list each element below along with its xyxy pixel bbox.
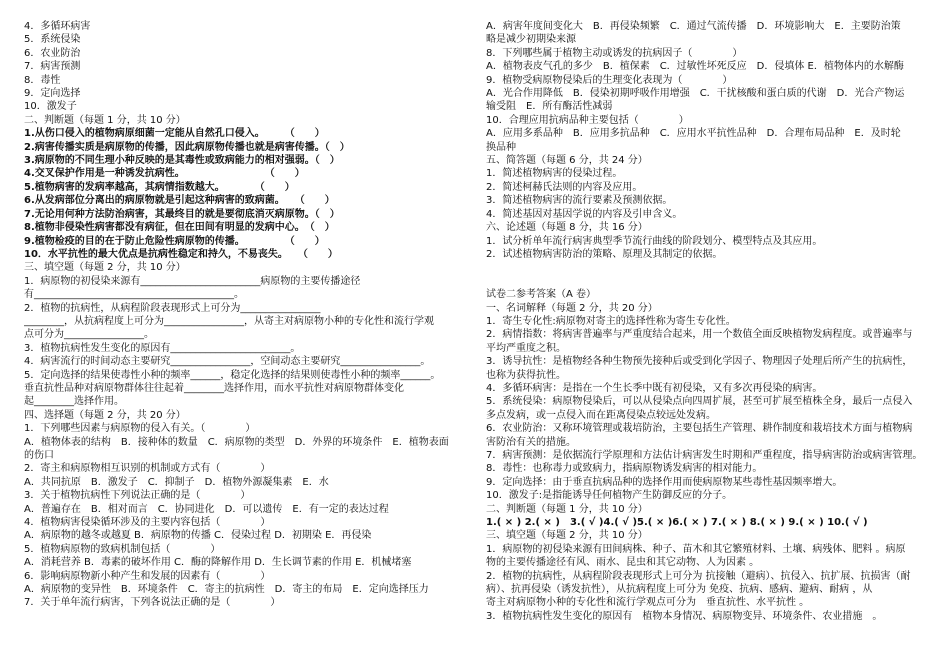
answer-item: 8．毒性：也称毒力或致病力，指病原物诱发病害的相对能力。 <box>486 463 763 475</box>
short-answer-item: 3．简述植物病害的流行要素及预测依据。 <box>486 195 673 207</box>
choice-options: A．植物体表的结构 B．接种体的数量 C．病原物的类型 D．外界的环境条件 E．植物表面 <box>24 436 449 448</box>
judgement-item: 1.从伤口侵入的植物病原细菌一定能从自然孔口侵入。 （ ） <box>24 128 325 140</box>
answer-item: 病）、抗再侵染（诱发抗性），从抗病程度上可分为 免疫、抗病、感病、避病、耐病 ，从 <box>486 584 873 596</box>
choice-options: A．光合作用降低 B．侵染初期呼吸作用增强 C．干扰核酸和蛋白质的代谢 D．光合产物运 <box>486 88 905 100</box>
judgement-item: 5.植物病害的发病率越高，其病情指数越大。 （ ） <box>24 181 295 193</box>
term-item: 4．多循环病害 <box>24 21 91 32</box>
answer-item: 1．病原物的初侵染来源有田间病株、种子、苗木和其它繁殖材料、土壤、病残体、肥料 。病原 <box>486 543 906 555</box>
short-answer-item: 2．简述柯赫氏法则的内容及应用。 <box>486 181 643 193</box>
fill-blank-item: 垂直抗性品种对病原物群体往往起着________选择作用，而水平抗性对病原物群体变化 <box>24 382 404 394</box>
answer-item: 2．植物的抗病性，从病程阶段表现形式上可分为 抗接触（避病）、抗侵入、抗扩展、抗损害（耐 <box>486 570 911 582</box>
answer-section-heading: 二、判断题（每题 1 分，共 10 分） <box>486 503 648 515</box>
choice-question: 5．植物病原物的致病机制包括（ ） <box>24 543 221 555</box>
choice-options: A．植物表皮气孔的多少 B．植保素 C．过敏性坏死反应 D．侵填体 E．植物体内的水解酶 <box>486 61 904 73</box>
choice-question: 6．影响病原物新小种产生和发展的因素有（ ） <box>24 570 271 582</box>
section-heading-short-answer: 五、简答题（每题 6 分，共 24 分） <box>486 155 648 167</box>
short-answer-item: 1．简述植物病害的侵染过程。 <box>486 168 623 180</box>
blank-line <box>486 261 926 274</box>
answer-item: 4．多循环病害：是指在一个生长季中既有初侵染，又有多次再侵染的病害。 <box>486 382 823 394</box>
judgement-item: 7.无论用何种方法防治病害，其最终目的就是要彻底消灭病原物。（ ） <box>24 208 340 220</box>
choice-options: 输受阻 E．所有酶活性减弱 <box>486 101 613 113</box>
answer-item: 害防治有关的措施。 <box>486 436 576 448</box>
answer-section-heading: 三、填空题（每题 2 分，共 10 分） <box>486 530 648 542</box>
fill-blank-item: 4．病害流行的时间动态主要研究________________，空间动态主要研究________________。 <box>24 356 431 368</box>
answer-key-title: 试卷二参考答案（A 卷） <box>486 289 597 301</box>
term-item: 8．毒性 <box>24 74 61 86</box>
choice-question: 10．合理应用抗病品种主要包括（ ） <box>486 114 689 126</box>
answer-item: 10．激发子:是指能诱导任何植物产生防御反应的分子。 <box>486 490 733 502</box>
answer-item: 物的主要传播途径有风、雨水、昆虫和其它动物、人为因素 。 <box>486 557 760 569</box>
term-item: 9．定向选择 <box>24 88 81 100</box>
essay-item: 2．试述植物病害防治的策略、原理及其制定的依据。 <box>486 248 723 260</box>
answer-item: 2．病情指数：将病害普遍率与严重度结合起来，用一个数值全面反映植物发病程度。或普遍率与 <box>486 329 913 341</box>
left-column <box>24 20 454 610</box>
choice-question: 7．关于单年流行病害，下列各说法正确的是（ ） <box>24 597 281 609</box>
judgement-item: 2.病害传播实质是病原物的传播，因此病原物传播也就是病害传播。（ ） <box>24 141 350 153</box>
choice-question: 8．下列哪些属于植物主动或诱发的抗病因子（ ） <box>486 47 743 59</box>
answer-item: 寄主对病原物小种的专化性和流行学观点可分为 垂直抗性、水平抗性 。 <box>486 597 810 609</box>
choice-question: 9．植物受病原物侵染后的生理变化表现为（ ） <box>486 74 733 86</box>
judgement-item: 3.病原物的不同生理小种反映的是其毒性或致病能力的相对强弱。（ ） <box>24 155 340 167</box>
fill-blank-item: 起________选择作用。 <box>24 396 124 408</box>
choice-question: 3．关于植物抗病性下列说法正确的是（ ） <box>24 490 251 502</box>
choice-options: A．应用多系品种 B．应用多抗品种 C．应用水平抗性品种 D．合理布局品种 E．及时轮 <box>486 128 901 140</box>
choice-options: A．共同抗原 B．激发子 C．抑制子 D．植物外源凝集素 E．水 <box>24 476 329 488</box>
fill-blank-item: 3．植物抗病性发生变化的原因有________________________。 <box>24 342 301 354</box>
answer-item: 平均严重度之积。 <box>486 342 566 354</box>
answer-item: 9．定向选择：由于垂直抗病品种的选择作用而使病原物某些毒性基因频率增大。 <box>486 476 843 488</box>
choice-options: A．病原物的越冬或越夏 B．病原物的传播 C．侵染过程 D．初期染 E．再侵染 <box>24 530 372 542</box>
fill-blank-item: 2．植物的抗病性，从病程阶段表现形式上可分为________________ <box>24 302 321 314</box>
choice-options: 的伤口 <box>24 450 54 461</box>
answer-item: 6．农业防治：又称环境管理或栽培防治，主要包括生产管理、耕作制度和栽培技术方面与植物病 <box>486 423 913 435</box>
blank-line <box>486 275 926 288</box>
judgement-item: 6.从发病部位分离出的病原物就是引起这种病害的致病菌。 （ ） <box>24 195 335 207</box>
choice-options: A．消耗营养 B．毒素的破坏作用 C．酶的降解作用 D．生长调节素的作用 E．机械堵塞 <box>24 557 412 569</box>
term-item: 6．农业防治 <box>24 47 81 59</box>
choice-question: 4．植物病害侵染循环涉及的主要内容包括（ ） <box>24 517 271 529</box>
section-heading-fill-blank: 三、填空题（每题 2 分，共 10 分） <box>24 262 186 274</box>
fill-blank-item: 5．定向选择的结果使毒性小种的频率______，稳定化选择的结果则使毒性小种的频率______。 <box>24 369 441 381</box>
short-answer-item: 4．简述基因对基因学说的内容及引申含义。 <box>486 208 683 220</box>
judgement-item: 8.植物非侵染性病害都没有病征，但在田间有明显的发病中心。 （ ） <box>24 222 335 234</box>
right-column <box>486 20 926 623</box>
answer-item: 3．诱导抗性：是植物经各种生物预先接种后或受到化学因子、物理因子处理后所产生的抗病性， <box>486 356 913 368</box>
judgement-item: 9.植物检疫的目的在于防止危险性病原物的传播。 （ ） <box>24 235 325 247</box>
fill-blank-item: 有________________________________________。 <box>24 289 244 301</box>
answer-item: 7．病害预测：是依据流行学原理和方法估计病害发生时期和严重程度，指导病害防治或病害管理。 <box>486 450 923 461</box>
judgement-item: 10．水平抗性的最大优点是抗病性稳定和持久，不易丧失。 （ ） <box>24 248 338 260</box>
term-item: 7．病害预测 <box>24 61 81 73</box>
choice-question: 2．寄主和病原物相互识别的机制或方式有（ ） <box>24 463 271 475</box>
fill-blank-item: 点可分为________________。 <box>24 329 154 341</box>
section-heading-choice: 四、选择题（每题 2 分，共 20 分） <box>24 409 186 421</box>
answer-item: 1．寄生专化性:病原物对寄主的选择性称为寄生专化性。 <box>486 315 736 327</box>
choice-options: A．病原物的变异性 B．环境条件 C．寄主的抗病性 D．寄主的布局 E．定向选择压力 <box>24 584 429 596</box>
judgement-answers: 1.( × ) 2.( × ) 3.( √ )4.( √ )5.( × )6.( × ) 7.( × ) 8.( × ) 9.( × ) 10.( √ ) <box>486 517 868 529</box>
choice-options: 换品种 <box>486 141 516 153</box>
answer-item: 5．系统侵染：病原物侵染后，可以从侵染点向四周扩展，甚至可扩展至植株全身，最后一点侵入 <box>486 396 913 408</box>
choice-question: 1．下列哪些因素与病原物的侵入有关。（ ） <box>24 423 256 435</box>
choice-options: 略是减少初期染来源 <box>486 34 576 46</box>
term-item: 10．激发子 <box>24 101 77 113</box>
choice-options: A．普遍存在 B．相对而言 C．协同进化 D．可以遗传 E．有一定的表达过程 <box>24 503 389 515</box>
section-heading-essay: 六、论述题（每题 8 分，共 16 分） <box>486 222 648 234</box>
answer-item: 多点发病，或一点侵入而在距离侵染点较远处发病。 <box>486 409 716 421</box>
essay-item: 1．试分析单年流行病害典型季节流行曲线的阶段划分、模型特点及其应用。 <box>486 235 823 247</box>
judgement-item: 4.交叉保护作用是一种诱发抗病性。 （ ） <box>24 168 305 180</box>
section-heading-judgement: 二、判断题（每题 1 分，共 10 分） <box>24 114 186 126</box>
term-item: 5．系统侵染 <box>24 34 81 46</box>
answer-item: 3．植物抗病性发生变化的原因有 植物本身情况、病原物变异、环境条件、农业措施 。 <box>486 610 883 622</box>
fill-blank-item: 1．病原物的初侵染来源有________________________病原物的主要传播途径 <box>24 275 361 287</box>
answer-section-heading: 一、名词解释（每题 2 分，共 20 分） <box>486 302 658 314</box>
answer-item: 也称为获得抗性。 <box>486 369 566 381</box>
choice-options: A．病害年度间变化大 B．再侵染频繁 C．通过气流传播 D．环境影响大 E．主要防治策 <box>486 21 901 32</box>
fill-blank-item: ________，从抗病程度上可分为________________，从寄主对病原物小种的专化性和流行学观 <box>24 315 434 327</box>
